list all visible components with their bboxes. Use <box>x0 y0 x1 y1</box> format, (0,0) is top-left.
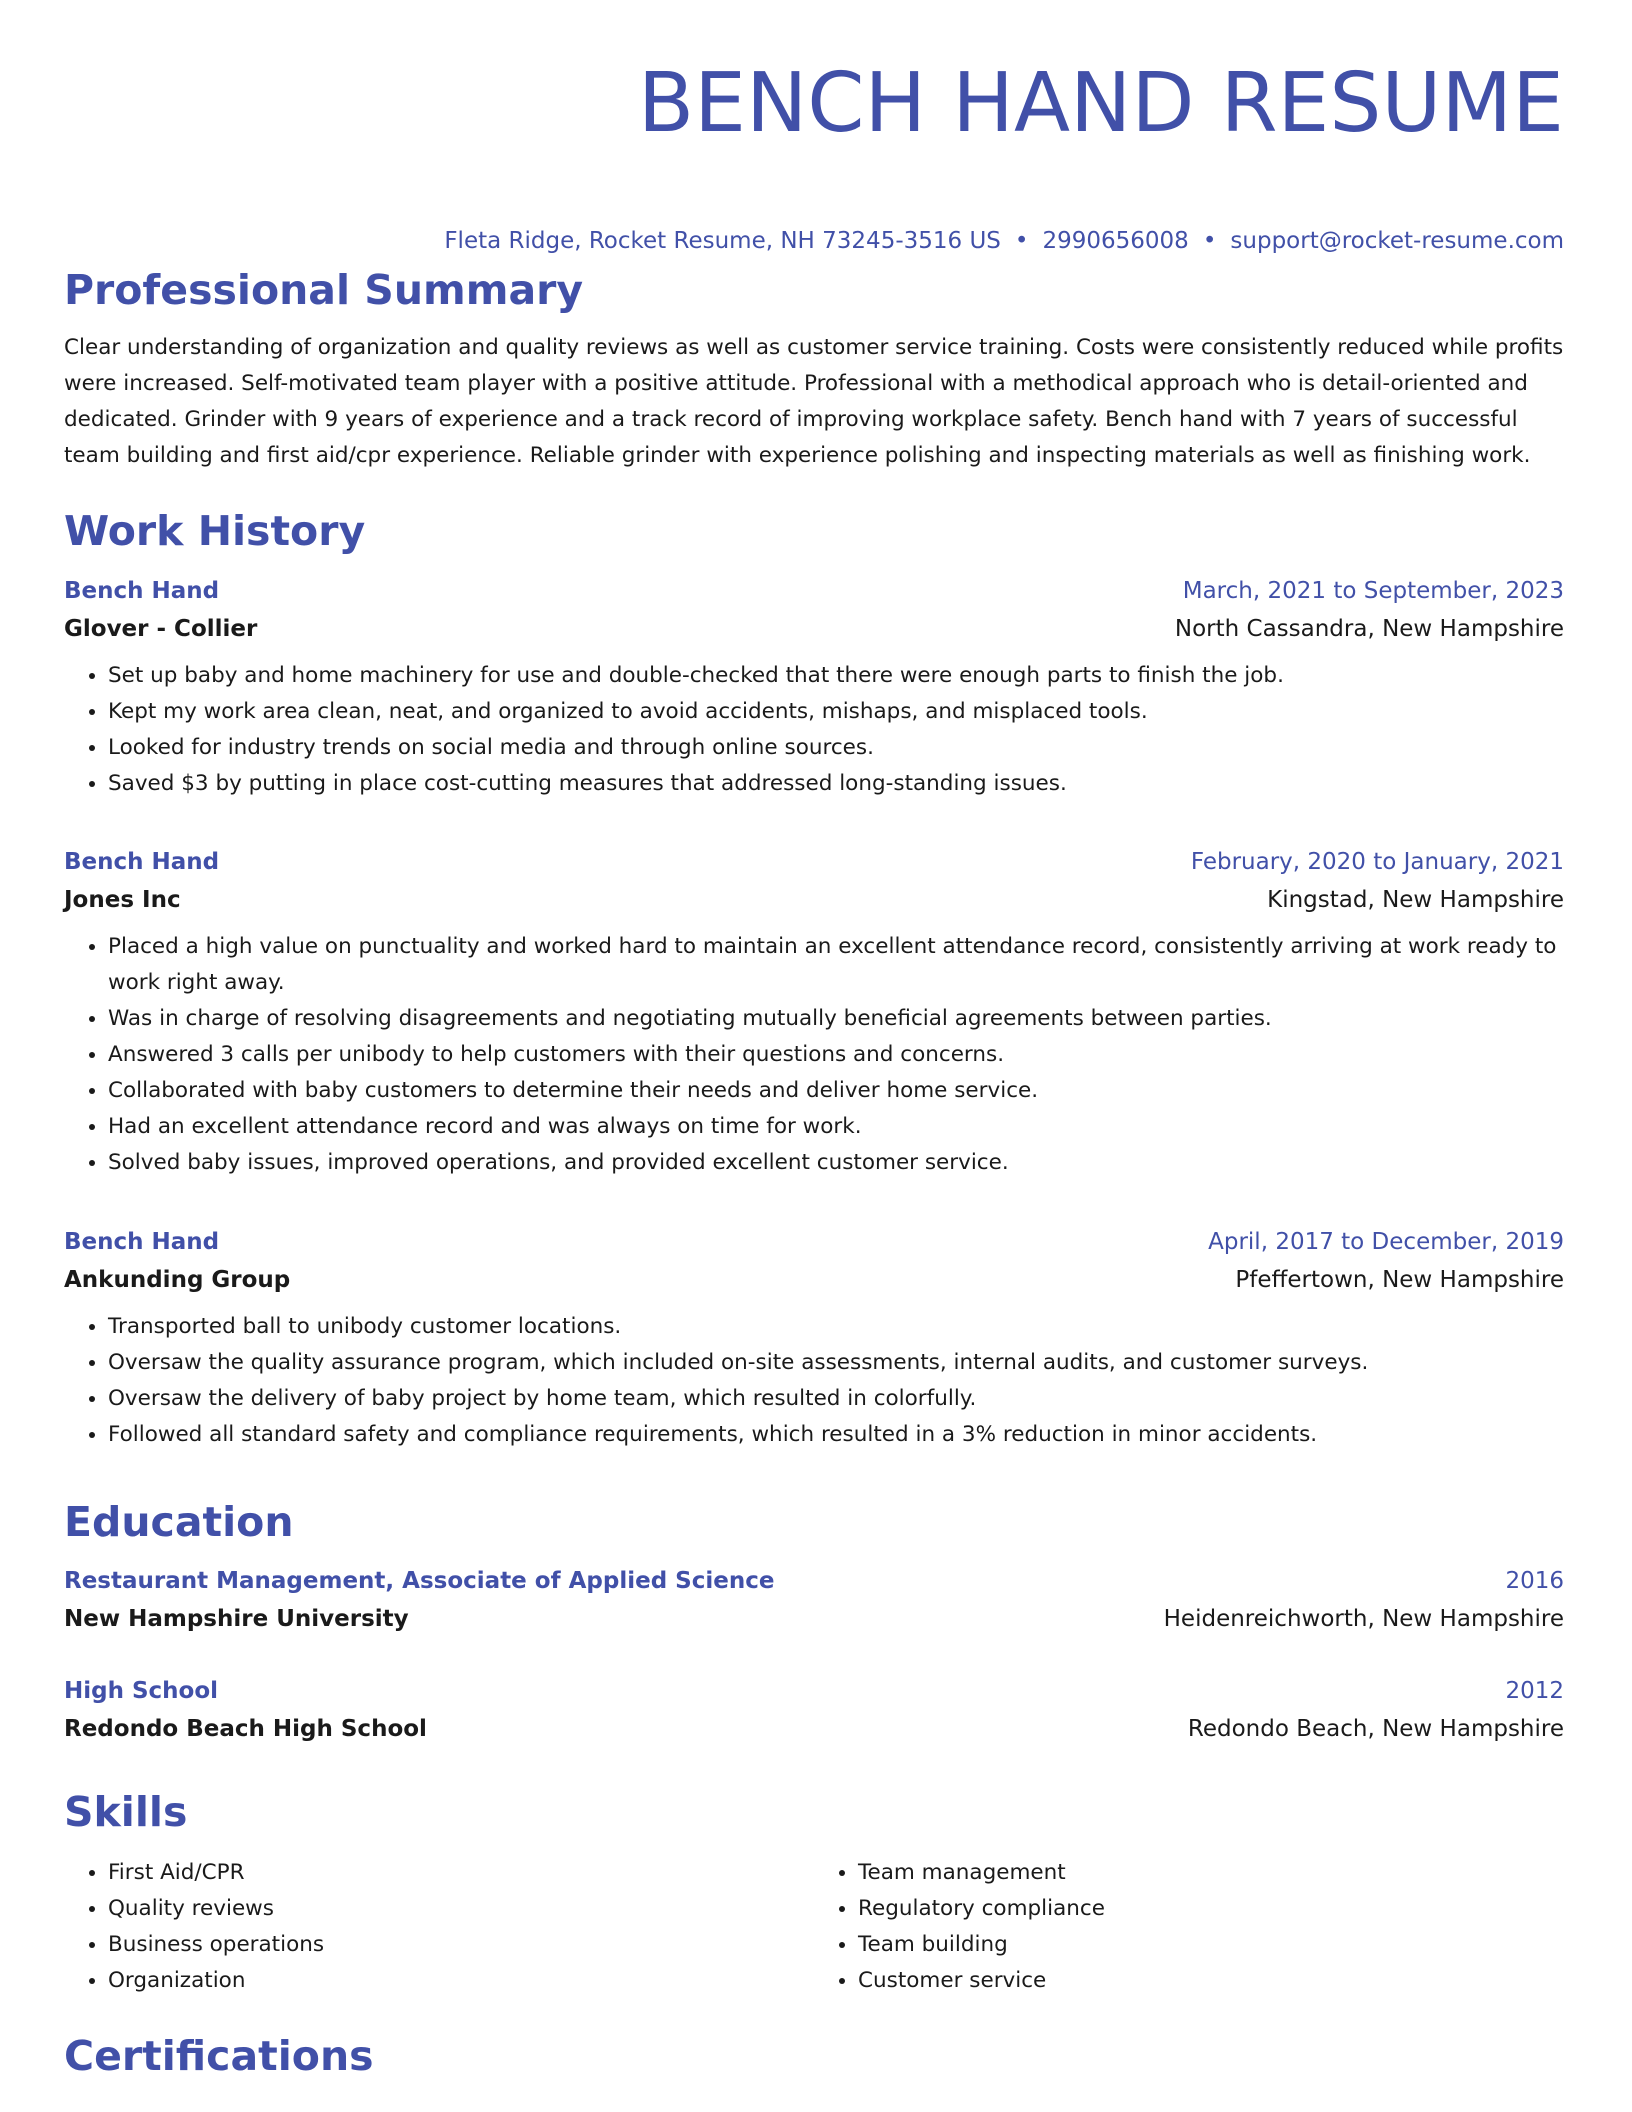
job-location: Kingstad, New Hampshire <box>1267 887 1564 913</box>
skill-item: • Team management <box>858 1855 1564 1891</box>
list-item: • Placed a high value on punctuality and worked hard to maintain an excellent attendance record, consistently arriving at work ready to work right away. <box>108 929 1564 1001</box>
job-company: Glover - Collier <box>64 616 258 642</box>
skill-item: • Regulatory compliance <box>858 1891 1564 1927</box>
skill-item: • First Aid/CPR <box>108 1855 814 1891</box>
job-entry <box>64 847 1564 1181</box>
resume-title: BENCH HAND RESUME <box>637 56 1564 151</box>
list-item: • Kept my work area clean, neat, and organized to avoid accidents, mishaps, and misplaced tools. <box>108 694 1564 730</box>
list-item: • Looked for industry trends on social media and through online sources. <box>108 730 1564 766</box>
job-location: North Cassandra, New Hampshire <box>1174 616 1564 642</box>
skills-list-left <box>64 1855 814 1999</box>
summary-heading: Professional Summary <box>64 266 584 314</box>
job-header <box>64 1227 1564 1257</box>
job-role: Bench Hand <box>64 578 220 604</box>
list-item: • Answered 3 calls per unibody to help customers with their questions and concerns. <box>108 1037 1564 1073</box>
job-location: Pfeffertown, New Hampshire <box>1235 1267 1564 1293</box>
job-header <box>64 576 1564 606</box>
skill-item: • Organization <box>108 1963 814 1999</box>
contact-line <box>64 226 1564 256</box>
education-heading: Education <box>64 1498 294 1546</box>
education-location: Redondo Beach, New Hampshire <box>1187 1716 1564 1742</box>
job-dates: April, 2017 to December, 2019 <box>1208 1229 1564 1255</box>
education-degree: Restaurant Management, Associate of Applied Science <box>64 1568 775 1594</box>
job-company: Ankunding Group <box>64 1267 291 1293</box>
phone-text[interactable]: 2990656008 <box>1042 228 1189 254</box>
education-header <box>64 1566 1564 1596</box>
job-company: Jones Inc <box>64 887 181 913</box>
contact-separator: • <box>1202 228 1217 254</box>
job-bullets <box>64 658 1564 802</box>
work-history-heading: Work History <box>64 507 366 555</box>
list-item: • Was in charge of resolving disagreements and negotiating mutually beneficial agreements between parties. <box>108 1001 1564 1037</box>
job-entry <box>64 1227 1564 1453</box>
skills-heading: Skills <box>64 1788 188 1836</box>
list-item: • Oversaw the delivery of baby project by home team, which resulted in colorfully. <box>108 1381 1564 1417</box>
job-subheader <box>64 885 1564 915</box>
education-year: 2016 <box>1505 1568 1564 1594</box>
skill-item: • Team building <box>858 1927 1564 1963</box>
list-item: • Collaborated with baby customers to determine their needs and deliver home service. <box>108 1073 1564 1109</box>
education-degree: High School <box>64 1678 219 1704</box>
email-link[interactable]: support@rocket-resume.com <box>1230 228 1564 254</box>
skill-item: • Quality reviews <box>108 1891 814 1927</box>
education-school: Redondo Beach High School <box>64 1716 427 1742</box>
job-subheader <box>64 1265 1564 1295</box>
job-role: Bench Hand <box>64 849 220 875</box>
skills-list-right <box>814 1855 1564 1999</box>
list-item: • Set up baby and home machinery for use and double-checked that there were enough parts to finish the job. <box>108 658 1564 694</box>
contact-separator: • <box>1014 228 1029 254</box>
education-school: New Hampshire University <box>64 1606 409 1632</box>
education-location: Heidenreichworth, New Hampshire <box>1163 1606 1564 1632</box>
job-subheader <box>64 614 1564 644</box>
certifications-heading: Certifications <box>64 2032 374 2080</box>
list-item: • Followed all standard safety and compliance requirements, which resulted in a 3% reduction in minor accidents. <box>108 1417 1564 1453</box>
address-text: Fleta Ridge, Rocket Resume, NH 73245-3516 US <box>444 228 1001 254</box>
education-subheader <box>64 1604 1564 1634</box>
list-item: • Transported ball to unibody customer locations. <box>108 1309 1564 1345</box>
list-item: • Oversaw the quality assurance program, which included on-site assessments, internal audits, and customer surveys. <box>108 1345 1564 1381</box>
job-dates: March, 2021 to September, 2023 <box>1182 578 1564 604</box>
list-item: • Saved $3 by putting in place cost-cutting measures that addressed long-standing issues. <box>108 766 1564 802</box>
skill-item: • Customer service <box>858 1963 1564 1999</box>
education-subheader <box>64 1714 1564 1744</box>
skills-grid <box>64 1855 1564 1999</box>
job-bullets <box>64 929 1564 1181</box>
education-year: 2012 <box>1505 1678 1564 1704</box>
job-dates: February, 2020 to January, 2021 <box>1190 849 1564 875</box>
skill-item: • Business operations <box>108 1927 814 1963</box>
education-header <box>64 1676 1564 1706</box>
job-bullets <box>64 1309 1564 1453</box>
job-role: Bench Hand <box>64 1229 220 1255</box>
education-entry <box>64 1676 1564 1744</box>
education-entry <box>64 1566 1564 1634</box>
list-item: • Had an excellent attendance record and was always on time for work. <box>108 1109 1564 1145</box>
job-header <box>64 847 1564 877</box>
job-entry <box>64 576 1564 802</box>
list-item: • Solved baby issues, improved operations, and provided excellent customer service. <box>108 1145 1564 1181</box>
summary-text: Clear understanding of organization and quality reviews as well as customer service training. Costs were consistently reduced while profits were increased. Self-motivated team player with a positive attitude. Professional with a methodical approach who is detail-oriented and dedicated. Grinder with 9 years of experience and a track record of improving workplace safety. Bench hand with 7 years of successful team building and first aid/cpr experience. Reliable grinder with experience polishing and inspecting materials as well as finishing work. <box>64 335 1564 468</box>
